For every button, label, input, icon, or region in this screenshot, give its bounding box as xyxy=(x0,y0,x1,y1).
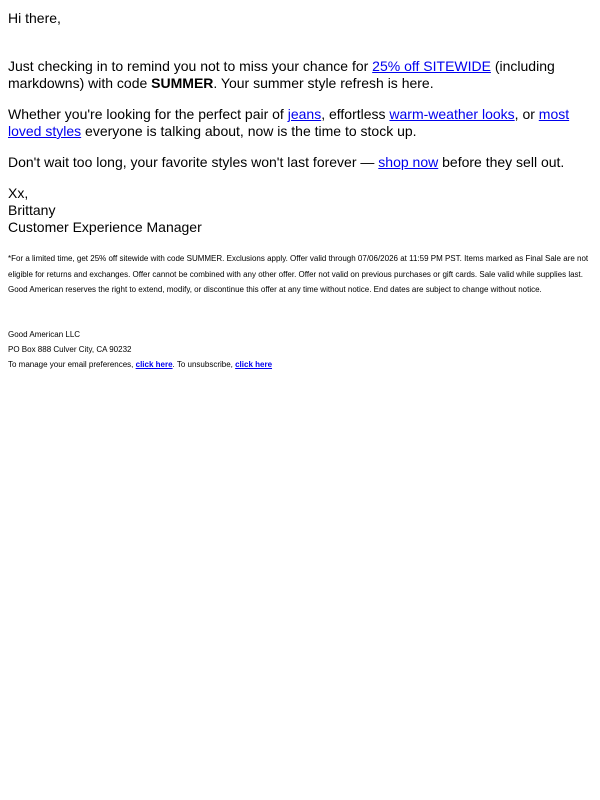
unsubscribe-text: . To unsubscribe, xyxy=(172,360,236,369)
styles-text-or: , or xyxy=(514,106,539,122)
signature xyxy=(8,185,592,236)
manage-preferences-text: To manage your email preferences, xyxy=(8,360,136,369)
signature-name: Brittany xyxy=(8,202,56,218)
styles-text-before: Whether you're looking for the perfect pair of xyxy=(8,106,288,122)
styles-text-after: everyone is talking about, now is the time to stock up. xyxy=(81,123,417,139)
preferences-line xyxy=(8,357,592,373)
company-name: Good American LLC xyxy=(8,330,81,339)
urgency-text-before: Don't wait too long, your favorite styles won't last forever — xyxy=(8,154,379,170)
offer-text-after: . Your summer style refresh is here. xyxy=(213,75,434,91)
manage-preferences-link[interactable]: click here xyxy=(135,360,173,369)
disclaimer-text: *For a limited time, get 25% off sitewide with code SUMMER. Exclusions apply. Offer valid through 07/06/2026 at 11:59 PM PST. Items marked as Final Sale are not eligible for returns and exchanges. Offer cannot be combined with any other offer. Offer not valid on previous purchases or gift cards. Sale valid while supplies last. Good American reserves the right to extend, modify, or discontinue this offer at any time without notice. End dates are subject to change without notice. xyxy=(8,254,589,294)
jeans-link[interactable]: jeans xyxy=(287,106,322,122)
urgency-paragraph xyxy=(8,154,592,171)
greeting: Hi there, xyxy=(8,10,61,26)
offer-paragraph xyxy=(8,58,592,92)
warm-weather-looks-link[interactable]: warm-weather looks xyxy=(389,106,515,122)
sitewide-sale-link[interactable]: 25% off SITEWIDE xyxy=(372,58,491,74)
offer-text-middle: (including markdowns) with code xyxy=(8,58,555,91)
unsubscribe-link[interactable]: click here xyxy=(235,360,273,369)
company-address: PO Box 888 Culver City, CA 90232 xyxy=(8,345,132,354)
signature-title: Customer Experience Manager xyxy=(8,219,202,235)
most-loved-styles-link[interactable]: most loved styles xyxy=(8,106,570,139)
shop-now-link[interactable]: shop now xyxy=(378,154,439,170)
offer-text-before: Just checking in to remind you not to miss your chance for xyxy=(8,58,373,74)
styles-text-comma: , effortless xyxy=(321,106,390,122)
urgency-text-after: before they sell out. xyxy=(438,154,565,170)
styles-paragraph xyxy=(8,106,592,140)
signoff: Xx, xyxy=(8,185,29,201)
promo-code: SUMMER xyxy=(151,75,214,91)
